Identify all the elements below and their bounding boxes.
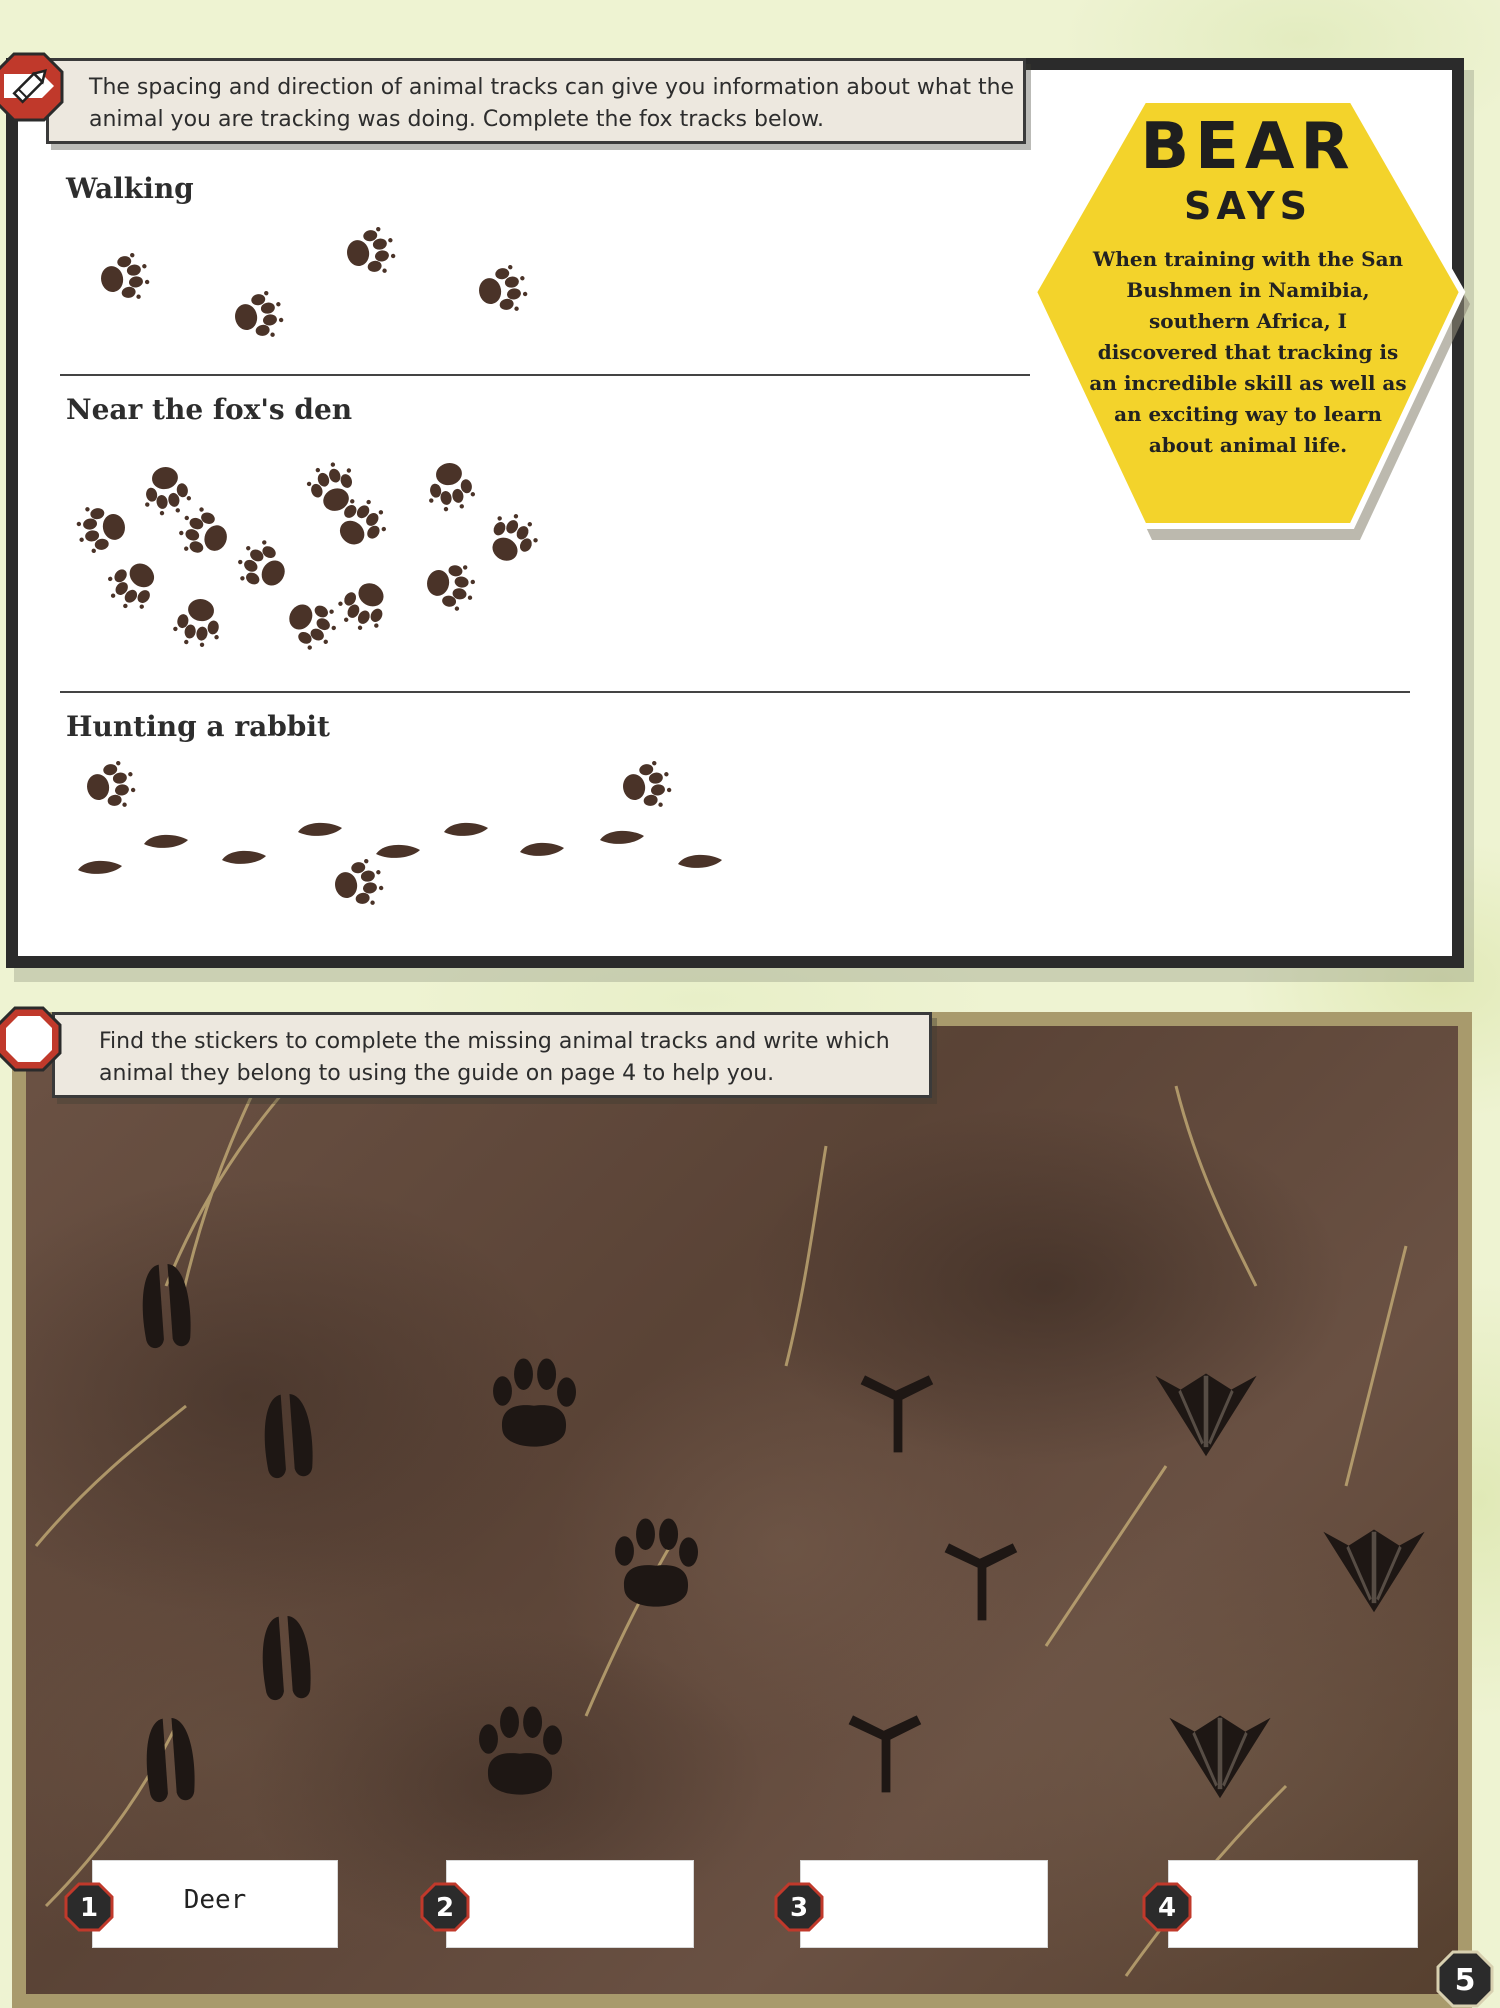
octagon-icon (0, 1006, 62, 1072)
bear-says-title: BEAR (1140, 110, 1356, 184)
number-badge-2 (420, 1882, 470, 1932)
duck-foot-print (1323, 1530, 1424, 1613)
section-title-walking: Walking (66, 172, 194, 205)
dog-paw-print (493, 1358, 576, 1446)
drag-mark (298, 823, 342, 836)
fox-tracks-instruction: The spacing and direction of animal tracks can give you information about what the animal you are tracking was doing. Complete the fox tracks below. (46, 58, 1026, 144)
drag-mark (678, 855, 722, 868)
drag-mark (444, 823, 488, 836)
animal-track-prints (26, 1026, 1458, 1994)
paw-print (331, 857, 386, 911)
bear-says-callout (1026, 96, 1470, 542)
bird-foot-print (945, 1543, 1018, 1620)
bird-foot-print (849, 1715, 922, 1792)
paw-print (619, 759, 674, 813)
answer-text-1: Deer (183, 1885, 247, 1915)
deer-hoof-print (144, 1717, 197, 1803)
animal-tracks-photo-panel (12, 1012, 1472, 2008)
drag-mark (78, 861, 122, 874)
bear-says-text: When training with the San Bushmen in Namibia, southern Africa, I discovered that tracking is an incredible skill as well as an exciting way to learn about animal life. (1089, 247, 1407, 457)
answer-box-3[interactable] (800, 1860, 1048, 1948)
svg-text:5: 5 (1454, 1963, 1476, 1998)
section-title-hunting: Hunting a rabbit (66, 710, 330, 743)
answer-box-1[interactable] (92, 1860, 338, 1948)
deer-hoof-print (262, 1393, 315, 1479)
svg-text:4: 4 (1157, 1893, 1177, 1923)
section-title-near-den: Near the fox's den (66, 393, 353, 426)
svg-text:1: 1 (79, 1893, 99, 1923)
dog-paw-print (615, 1518, 698, 1606)
deer-hoof-print (140, 1263, 193, 1349)
mud-photo (26, 1026, 1458, 1994)
drag-mark (222, 851, 266, 864)
pencil-icon (0, 52, 64, 122)
svg-text:2: 2 (435, 1893, 455, 1923)
number-badge-1 (64, 1882, 114, 1932)
bear-says-subtitle: SAYS (1183, 184, 1313, 228)
drag-mark (520, 843, 564, 856)
drag-mark (144, 835, 188, 848)
answer-box-4[interactable] (1168, 1860, 1418, 1948)
answer-box-2[interactable] (446, 1860, 694, 1948)
duck-foot-print (1169, 1716, 1270, 1799)
bird-foot-print (861, 1375, 934, 1452)
drag-mark (600, 831, 644, 844)
svg-text:3: 3 (789, 1893, 809, 1923)
deer-hoof-print (260, 1615, 313, 1701)
number-badge-4 (1142, 1882, 1192, 1932)
dog-paw-print (479, 1706, 562, 1794)
animal-tracks-instruction: Find the stickers to complete the missing animal tracks and write which animal they belong to using the guide on page 4 to help you. (52, 1012, 932, 1098)
paw-print (83, 759, 138, 813)
duck-foot-print (1155, 1374, 1256, 1457)
drag-mark (376, 845, 420, 858)
number-badge-3 (774, 1882, 824, 1932)
page-number (1436, 1950, 1494, 2008)
